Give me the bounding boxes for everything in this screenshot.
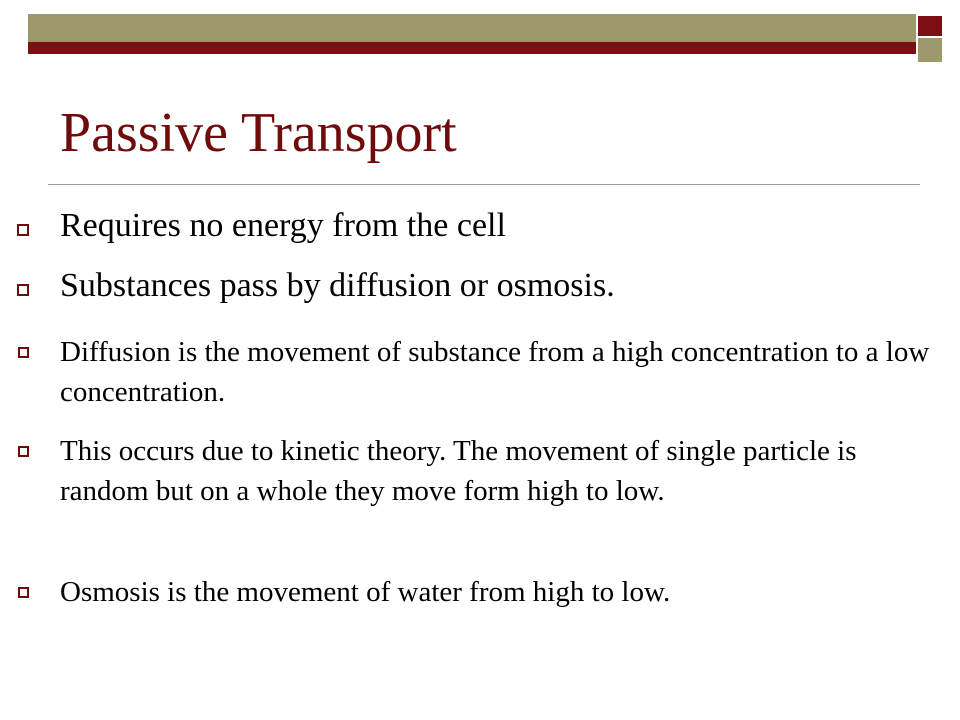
hollow-square-icon <box>18 347 29 358</box>
bullet-text: Osmosis is the movement of water from high to low. <box>60 576 671 608</box>
hollow-square-icon <box>18 587 29 598</box>
bullet-text: Requires no energy from the cell <box>60 207 506 244</box>
bullet-text: Substances pass by diffusion or osmosis. <box>60 267 615 304</box>
bullet-text: Diffusion is the movement of substance from a high concentration to a low concentration. <box>60 336 930 408</box>
bullet-text: This occurs due to kinetic theory. The movement of single particle is random but on a whole they move form high to low. <box>60 435 857 507</box>
hollow-square-icon <box>17 284 29 296</box>
hollow-square-icon <box>18 446 29 457</box>
slide-title: Passive Transport <box>60 102 457 164</box>
hollow-square-icon <box>17 224 29 236</box>
